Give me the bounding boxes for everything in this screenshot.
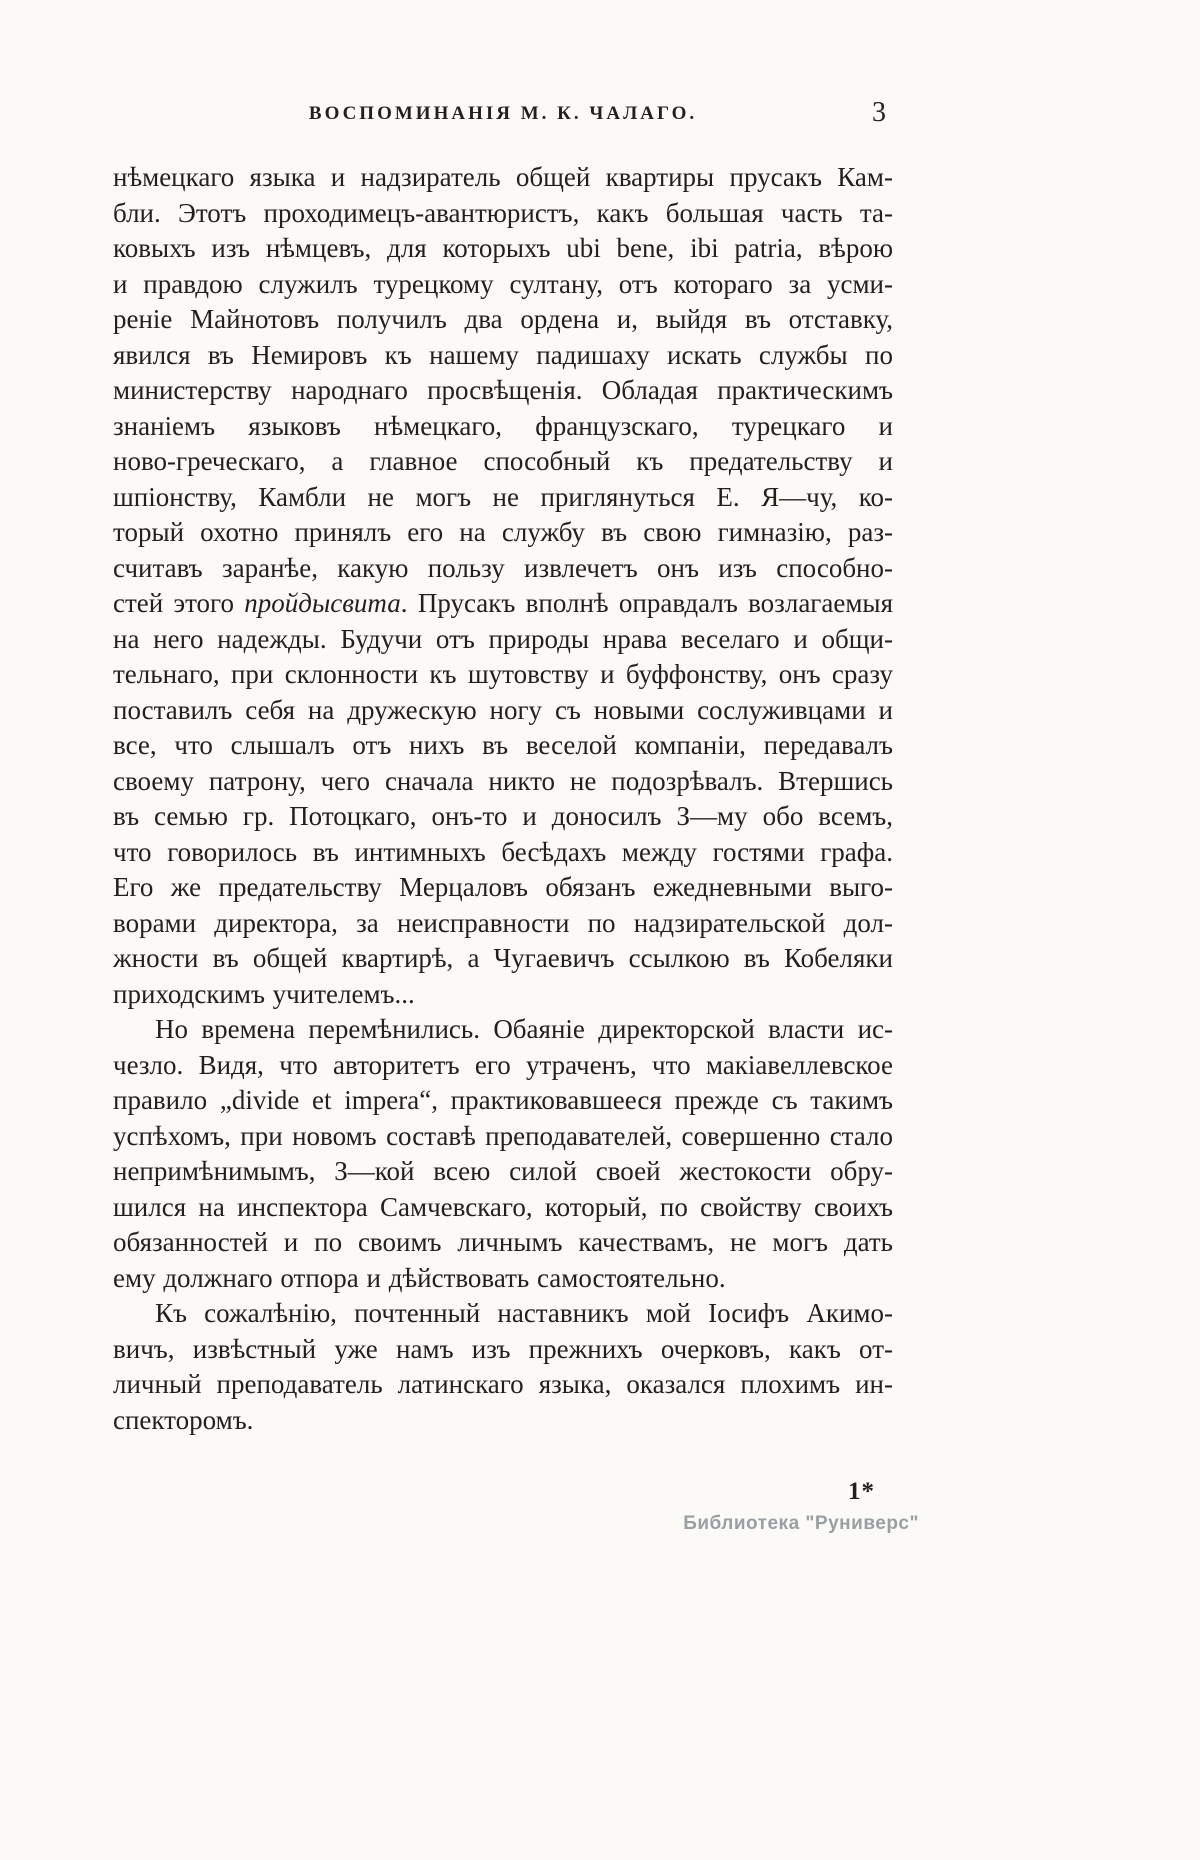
text-line: шпіонству, Камбли не могъ не приглянуться Е. Я—чу, ко-	[113, 481, 893, 512]
text-line: ковыхъ изъ нѣмцевъ, для которыхъ ubi bene, ibi patria, вѣрою	[113, 233, 893, 263]
text-line: Къ сожалѣнію, почтенный наставникъ мой Іосифъ Акимо-	[155, 1298, 893, 1328]
text-line: нѣмецкаго языка и надзиратель общей квартиры прусакъ Кам-	[113, 162, 893, 192]
text-line: считавъ заранѣе, какую пользу извлечетъ онъ изъ способно-	[113, 552, 893, 583]
text-line: своему патрону, чего сначала никто не подозрѣвалъ. Втершись	[113, 765, 893, 796]
text-line: въ семью гр. Потоцкаго, онъ-то и доносилъ З—му обо всемъ,	[113, 801, 893, 831]
text-line: на него надежды. Будучи отъ природы нрава веселаго и общи-	[113, 623, 893, 654]
text-line: успѣхомъ, при новомъ составѣ преподавателей, совершенно стало	[113, 1120, 893, 1151]
text-line: бли. Этотъ проходимецъ-авантюристъ, какъ большая часть та-	[113, 197, 893, 228]
text-line: торый охотно принялъ его на службу въ свою гимназію, раз-	[113, 517, 893, 547]
signature-mark: 1*	[848, 1478, 875, 1505]
text-line: непримѣнимымъ, З—кой всею силой своей жестокости обру-	[113, 1156, 893, 1186]
text-line: чезло. Видя, что авторитетъ его утраченъ, что макіавеллевское	[113, 1049, 893, 1080]
text-line: вичъ, извѣстный уже намъ изъ прежнихъ очерковъ, какъ от-	[113, 1333, 893, 1364]
text-line: ново-греческаго, а главное способный къ предательству и	[113, 446, 893, 476]
text-line: ворами директора, за неисправности по надзирательской дол-	[113, 907, 893, 938]
text-line: реніе Майнотовъ получилъ два ордена и, выйдя въ отставку,	[113, 304, 893, 334]
paragraph	[113, 160, 893, 1012]
text-line: что говорилось въ интимныхъ бесѣдахъ между гостями графа.	[113, 836, 893, 867]
text-line: правило „divide et impera“, практиковавшееся прежде съ такимъ	[113, 1085, 893, 1115]
text-line: Но времена перемѣнились. Обаяніе директорской власти ис-	[155, 1014, 893, 1044]
page-number: 3	[872, 97, 887, 128]
paragraph	[113, 1012, 893, 1296]
text-line: жности въ общей квартирѣ, а Чугаевичъ ссылкою въ Кобеляки	[113, 943, 893, 973]
running-header	[113, 97, 893, 137]
text-line: приходскимъ учителемъ...	[113, 978, 415, 1009]
text-line: Его же предательству Мерцаловъ обязанъ ежедневными выго-	[113, 872, 893, 902]
text-block	[113, 160, 893, 1438]
text-line: личный преподаватель латинскаго языка, оказался плохимъ ин-	[113, 1369, 893, 1399]
text-line: шился на инспектора Самчевскаго, который, по свойству своихъ	[113, 1191, 893, 1222]
text-line: явился въ Немировъ къ нашему падишаху искать службы по	[113, 339, 893, 370]
text-line: поставилъ себя на дружескую ногу съ новыми сослуживцами и	[113, 694, 893, 725]
text-line: и правдою служилъ турецкому султану, отъ котораго за усми-	[113, 268, 893, 299]
text-line: спекторомъ.	[113, 1404, 254, 1435]
text-line: министерству народнаго просвѣщенія. Обладая практическимъ	[113, 375, 893, 405]
text-line: стей этого пройдысвита. Прусакъ вполнѣ оправдалъ возлагаемыя	[113, 588, 893, 618]
library-watermark: Библиотека "Руниверс"	[683, 1513, 919, 1534]
text-line: обязанностей и по своимъ личнымъ качествамъ, не могъ дать	[113, 1227, 893, 1257]
running-title: ВОСПОМИНАНІЯ М. К. ЧАЛАГО.	[308, 103, 698, 124]
text-line: знаніемъ языковъ нѣмецкаго, французскаго, турецкаго и	[113, 410, 893, 441]
text-line: все, что слышалъ отъ нихъ въ веселой компаніи, передавалъ	[113, 730, 893, 760]
text-line: тельнаго, при склонности къ шутовству и буффонству, онъ сразу	[113, 659, 893, 689]
paragraph	[113, 1296, 893, 1438]
text-line: ему должнаго отпора и дѣйствовать самостоятельно.	[113, 1262, 726, 1293]
